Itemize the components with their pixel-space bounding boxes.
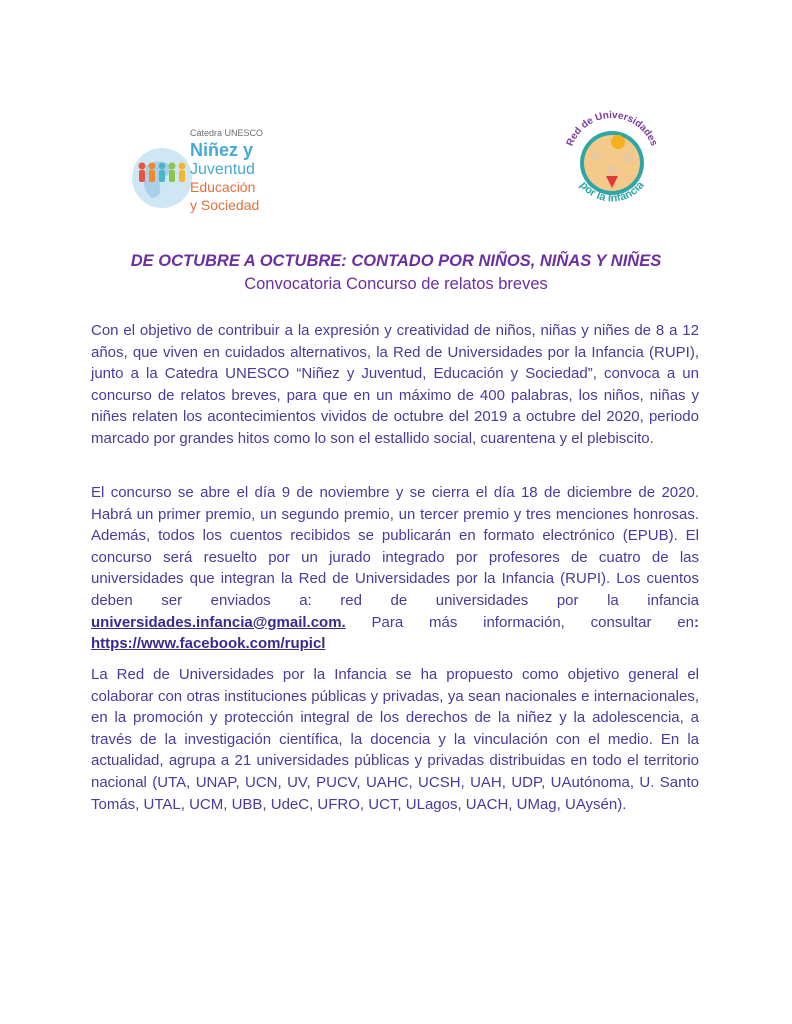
svg-text:por la Infancia: por la Infancia (577, 179, 647, 205)
svg-text:Juventud: Juventud (190, 161, 255, 178)
paragraph-contest-details (91, 482, 699, 655)
rupi-logo (560, 108, 664, 218)
email-link[interactable]: universidades.infancia@gmail.com. (91, 613, 346, 631)
colon-text: : (694, 613, 699, 631)
catedra-unesco-logo (132, 128, 282, 224)
svg-text:y Sociedad: y Sociedad (190, 197, 260, 213)
svg-text:Educación: Educación (190, 179, 256, 195)
svg-text:Niñez y: Niñez y (190, 140, 254, 160)
contest-details-text: El concurso se abre el día 9 de noviembre y se cierra el día 18 de diciembre de 2020. Habrá un primer premio, un segundo premio, un tercer premio y tres menciones honrosas. Además, todos los cuentos recibidos se publicarán en formato electrónico (EPUB). El concurso será resuelto por un jurado integrado por profesores de cuatro de las universidades que integran la Red de Universidades por la Infancia (RUPI). Los cuentos deben ser enviados a: red de universidades por la infancia (91, 484, 699, 609)
svg-text:Red de Universidades: Red de Universidades (564, 109, 660, 148)
paragraph-network: La Red de Universidades por la Infancia se ha propuesto como objetivo general el colaborar con otras instituciones públicas y privadas, ya sean nacionales e internacionales, en la promoción y protección integral de los derechos de la niñez y la adolescencia, a través de la investigación científica, la docencia y la vinculación con el medio. En la actualidad, agrupa a 21 universidades públicas y privadas distribuidas en todo el territorio nacional (UTA, UNAP, UCN, UV, PUCV, UAHC, UCSH, UAH, UDP, UAutónoma, U. Santo Tomás, UTAL, UCM, UBB, UdeC, UFRO, UCT, ULagos, UACH, UMag, UAysén). (91, 666, 699, 813)
paragraph-objective: Con el objetivo de contribuir a la expresión y creatividad de niños, niñas y niñes de 8 a 12 años, que viven en cuidados alternativos, la Red de Universidades por la Infancia (RUPI), junto a la Catedra UNESCO “Niñez y Juventud, Educación y Sociedad”, convoca a un concurso de relatos breves, para que en un máximo de 400 palabras, los niños, niñas y niñes relaten los acontecimientos vividos de octubre del 2019 a octubre del 2020, periodo marcado por grandes hitos como lo son el estallido social, cuarentena y el plebiscito. (91, 322, 699, 447)
sun-icon (611, 135, 625, 149)
svg-text:Cátedra UNESCO: Cátedra UNESCO (190, 128, 264, 138)
document-title: DE OCTUBRE A OCTUBRE: CONTADO POR NIÑOS, NIÑAS Y NIÑES (130, 252, 662, 270)
document-subtitle: Convocatoria Concurso de relatos breves (244, 275, 548, 293)
facebook-link[interactable]: https://www.facebook.com/rupicl (91, 635, 326, 653)
more-info-text: Para más información, consultar en (345, 613, 694, 631)
